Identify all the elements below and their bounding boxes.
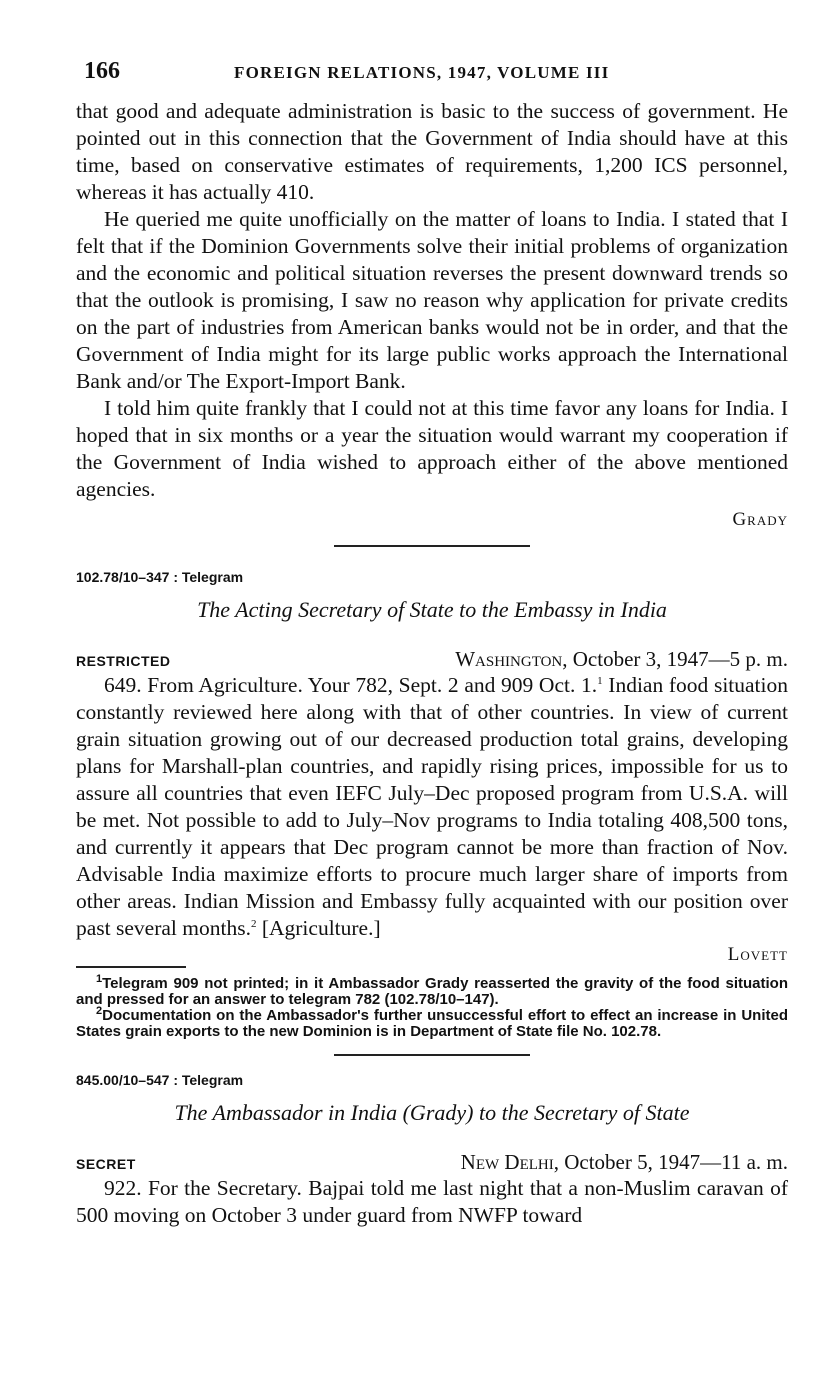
running-header [76, 58, 788, 98]
footnote-mark: 2 [96, 1004, 103, 1017]
dateline [76, 647, 788, 672]
body-text-part: Indian food situation constantly reviewed here along with that of other countries. In view of current grain situation growing out of our decreased production total grains, developing plans for Marshall-plan countries, and rapidly rising prices, impossible for us to assure all countries that even IEFC July–Dec proposed program from U.S.A. will be met. Not possible to add to July–Nov programs to India totaling 408,500 tons, and currently it appears that Dec program cannot be more than fraction of Nov. Advisable India maximize efforts to procure much larger share of imports from other areas. Indian Mission and Embassy fully acquainted with our position over past several months. [76, 673, 789, 940]
telegram-body: 922. For the Secretary. Bajpai told me last night that a non-Muslim caravan of 500 moving on October 3 under guard from NWFP toward [76, 1175, 788, 1227]
date: October 5, 1947—11 a. m. [558, 1149, 788, 1174]
signature-lovett: Lovett [727, 944, 788, 965]
body-text-part: 649. From Agriculture. Your 782, Sept. 2 and 909 Oct. 1. [104, 673, 598, 697]
footnote-text: Telegram 909 not printed; in it Ambassador Grady reasserted the gravity of the food situation and pressed for an answer to telegram 782 (102.78/10–147). [76, 974, 788, 1008]
document-page [76, 58, 788, 1229]
footnote-rule [76, 966, 186, 968]
dateline [76, 1150, 788, 1175]
footnote [76, 1004, 788, 1040]
continuation-paragraph: that good and adequate administration is basic to the success of government. He pointed out in this connection that the Government of India should have at this time, based on conservative estimates of requirements, 1,200 ICS personnel, whereas it has actually 410. [76, 99, 788, 204]
classification-label: RESTRICTED [76, 653, 171, 669]
continuation-section [76, 98, 788, 531]
continuation-paragraph: He queried me quite unofficially on the matter of loans to India. I stated that I felt that if the Dominion Governments solve their initial problems of organization and the economic and political situation reverses the present downward trends so that the outlook is promising, I saw no reason why application for private credits on the part of industries from American banks would not be in order, and that the Government of India might for its large public works approach the International Bank and/or The Export-Import Bank. [76, 207, 788, 393]
document-title: The Acting Secretary of State to the Embassy in India [197, 597, 667, 622]
document-1 [76, 569, 788, 1040]
file-reference: 102.78/10–347 : Telegram [76, 569, 244, 585]
place: Washington, [455, 647, 568, 671]
date: October 3, 1947—5 p. m. [567, 647, 788, 671]
file-reference: 845.00/10–547 : Telegram [76, 1071, 244, 1088]
footnote-mark: 1 [96, 972, 103, 985]
place-date [461, 1150, 788, 1175]
page-number: 166 [84, 58, 120, 84]
place-date [455, 647, 788, 672]
classification-label: SECRET [76, 1155, 136, 1172]
continuation-paragraph: I told him quite frankly that I could not at this time favor any loans for India. I hoped that in six months or a year the situation would warrant my cooperation if the Government of India wished to approach either of the above mentioned agencies. [76, 396, 788, 501]
document-2 [76, 1072, 788, 1229]
running-title: FOREIGN RELATIONS, 1947, VOLUME III [234, 63, 610, 82]
telegram-body [76, 672, 788, 942]
footnote [76, 972, 788, 1008]
footnote-ref: 2 [250, 917, 257, 930]
section-divider [334, 1054, 530, 1056]
document-title: The Ambassador in India (Grady) to the Secretary of State [174, 1099, 690, 1125]
signature-grady: Grady [732, 509, 788, 530]
footnotes [76, 972, 788, 1040]
footnote-ref: 1 [597, 674, 603, 687]
body-text-part: [Agriculture.] [256, 916, 381, 940]
section-divider [334, 545, 530, 547]
footnote-text: Documentation on the Ambassador's further unsuccessful effort to effect an increase in United States grain exports to the new Dominion is in Department of State file No. 102.78. [76, 1006, 788, 1040]
place: New Delhi, [460, 1149, 559, 1174]
